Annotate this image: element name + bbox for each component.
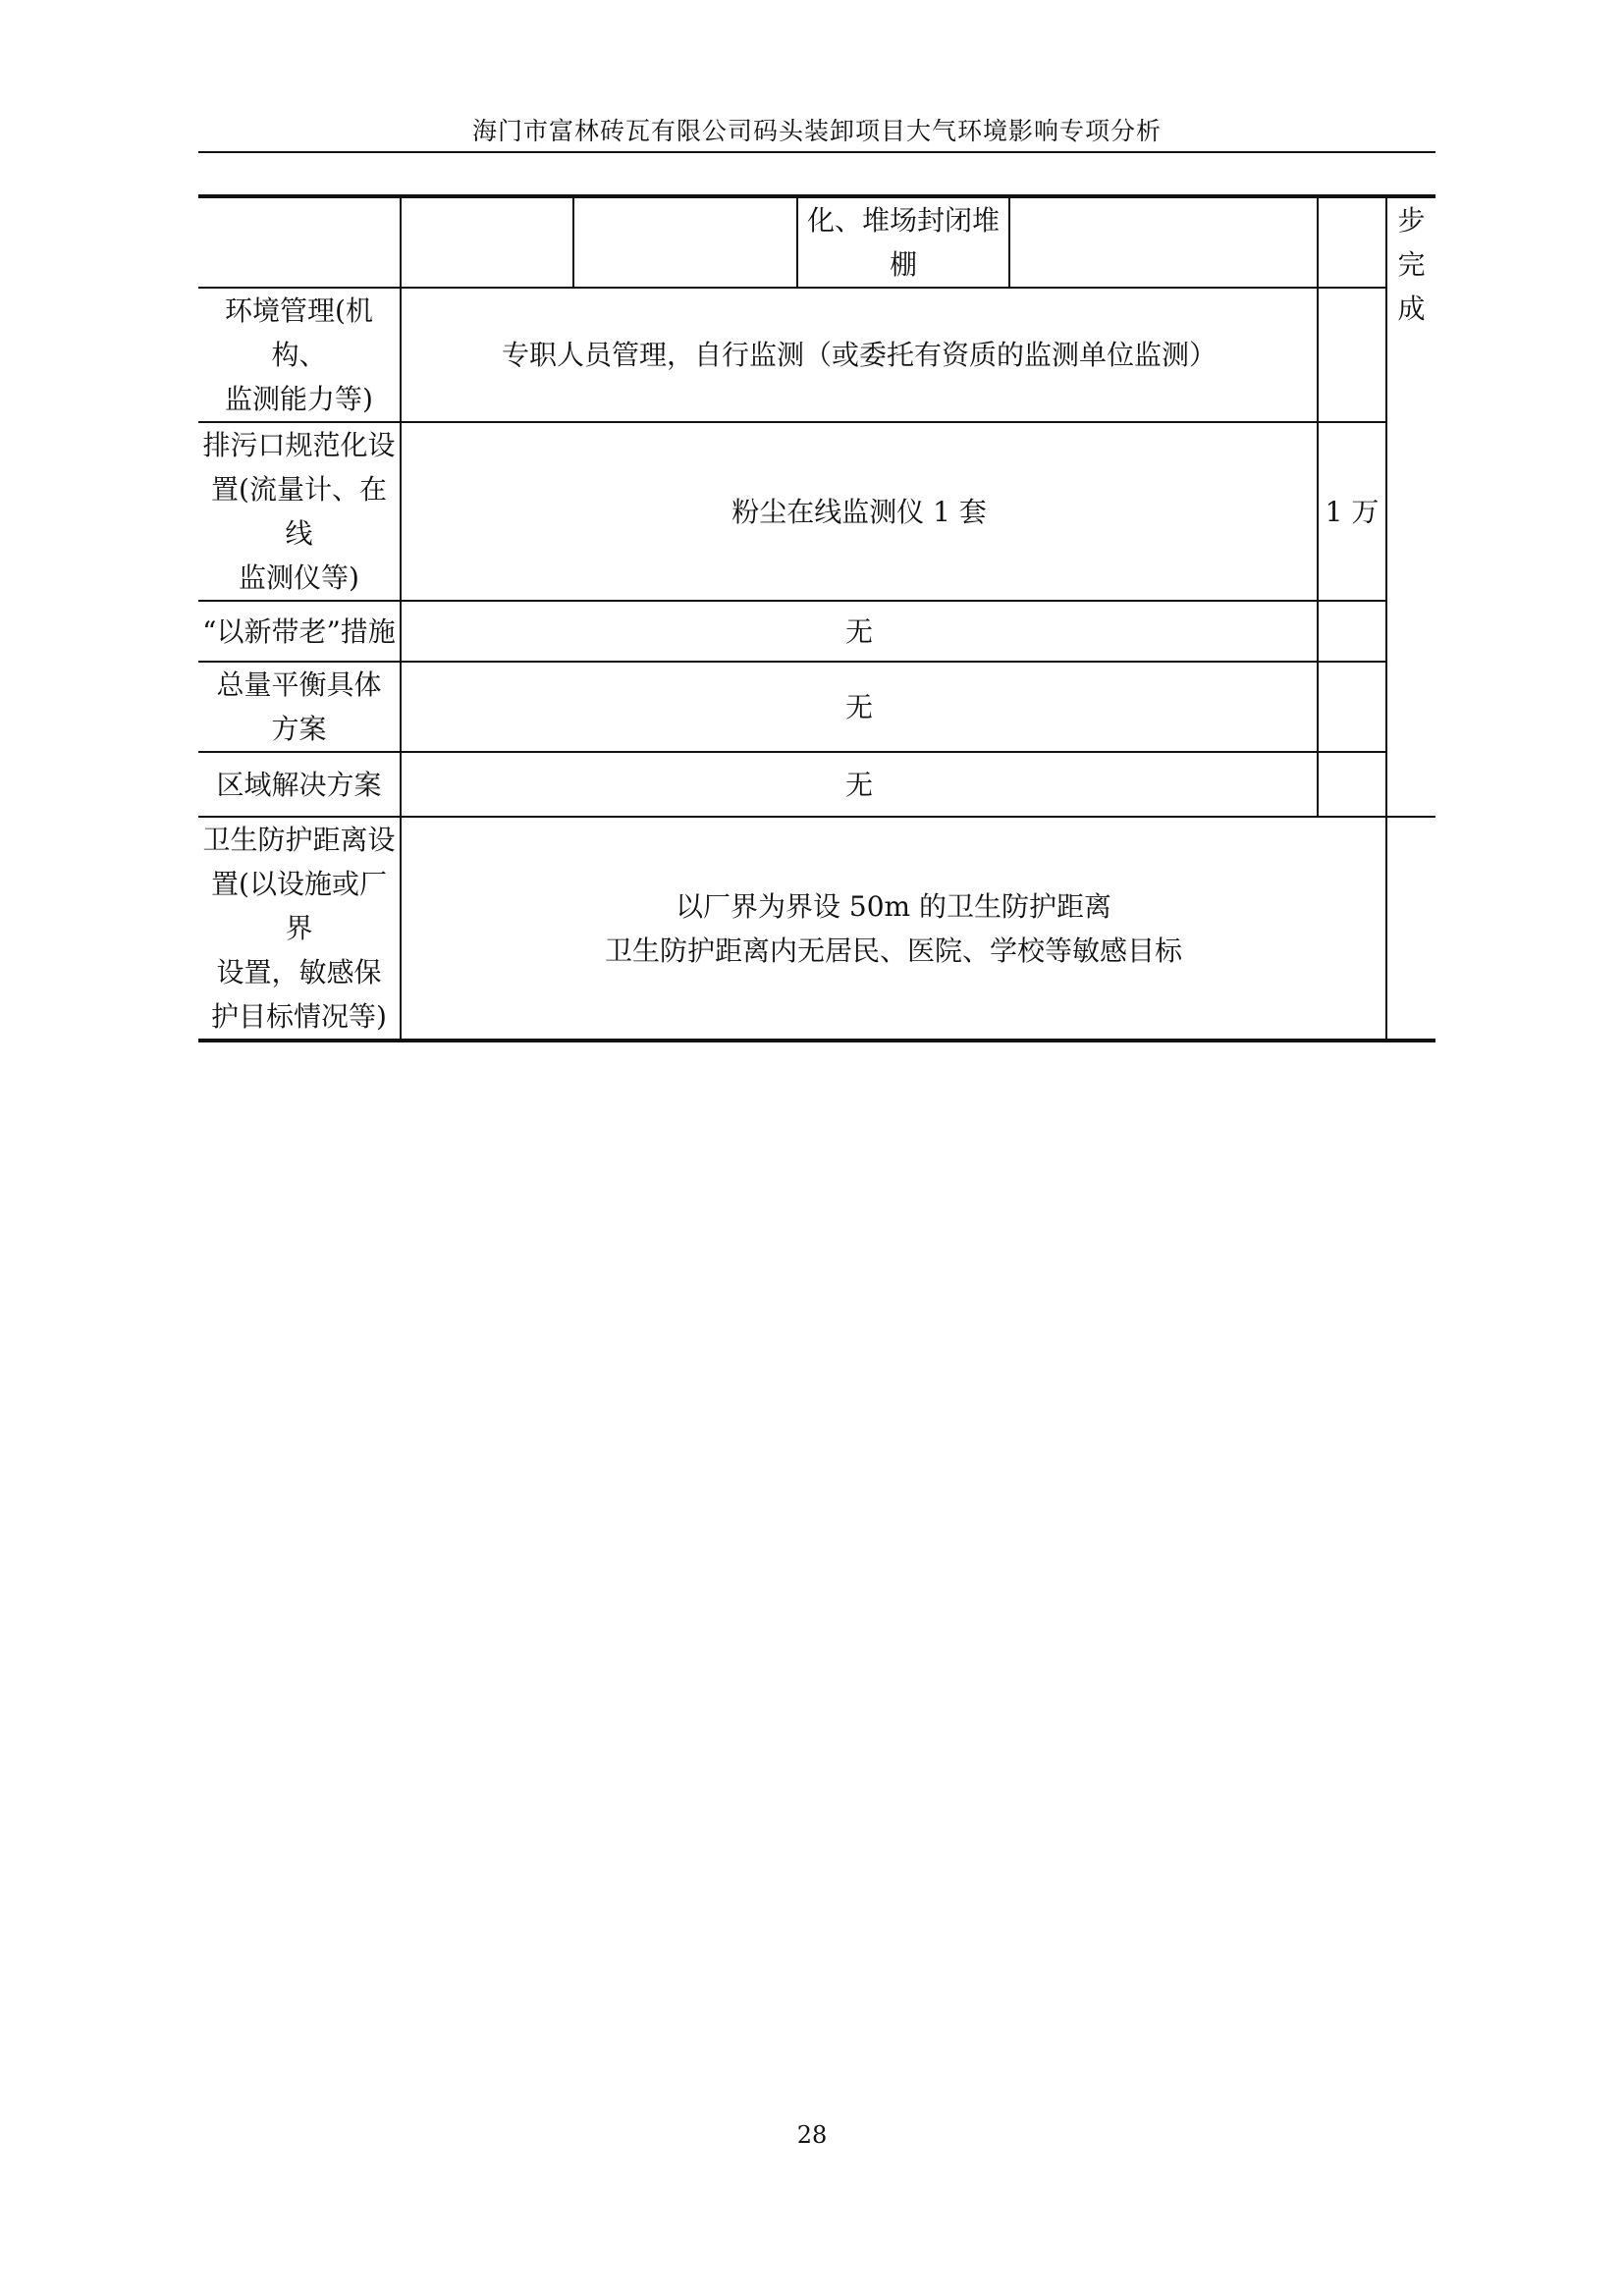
table-row-total-balance: [198, 662, 1435, 752]
row-label-line: 监测仪等): [239, 561, 359, 594]
table-row-regional-solution: [198, 752, 1435, 817]
investment-cell: [1318, 662, 1386, 752]
row-content-line: 专职人员管理，自行监测（或委托有资质的监测单位监测）: [501, 339, 1217, 371]
header-rule: [198, 151, 1435, 153]
row-content-line: 卫生防护距离内无居民、医院、学校等敏感目标: [604, 934, 1182, 967]
table-row-environmental-management: [198, 288, 1435, 422]
investment-cell: [1318, 752, 1386, 817]
row-content-line: 无: [844, 768, 873, 801]
investment-cell: [1318, 288, 1386, 422]
row-content-line: 无: [844, 690, 873, 723]
investment-cell: [1318, 601, 1386, 662]
row-label-line: 置(流量计、在线: [211, 473, 387, 550]
table-cell-empty: [401, 196, 573, 288]
row-label-line: 监测能力等): [225, 383, 373, 415]
table-cell-empty: [1386, 817, 1435, 1041]
row-content: [401, 601, 1318, 662]
completion-cell: [1386, 196, 1435, 817]
table-row-outlet-standardization: [198, 422, 1435, 601]
row-content: [401, 817, 1386, 1041]
environmental-measures-table: [198, 194, 1435, 1042]
row-content-line: 粉尘在线监测仪 1 套: [731, 495, 987, 528]
table-cell-empty: [1318, 196, 1386, 288]
row-label: [198, 752, 401, 817]
row-label: [198, 817, 401, 1041]
row-label: [198, 662, 401, 752]
row-content: [401, 422, 1318, 601]
completion-line: 步完: [1397, 204, 1426, 281]
investment-cell: 1 万: [1318, 422, 1386, 601]
row-label-line: 设置，敏感保: [216, 956, 382, 988]
row-label-line: “以新带老”措施: [202, 614, 396, 648]
table-cell-empty: [198, 196, 401, 288]
row-label-line: 护目标情况等): [211, 1000, 387, 1033]
table-row-health-protection: [198, 817, 1435, 1041]
row-content-line: 以厂界为界设 50m 的卫生防护距离: [676, 889, 1111, 923]
page-header-title: 海门市富林砖瓦有限公司码头装卸项目大气环境影响专项分析: [471, 117, 1162, 145]
row-content: [401, 662, 1318, 752]
table-row-new-with-old: [198, 601, 1435, 662]
row-label-line: 环境管理(机构、: [225, 294, 373, 371]
row-label: [198, 601, 401, 662]
row-label-line: 排污口规范化设: [202, 429, 396, 461]
row-content-line: 无: [844, 614, 873, 648]
row-label-line: 卫生防护距离设: [202, 824, 396, 856]
table-cell-empty: [1009, 196, 1318, 288]
table-cell-empty: [573, 196, 797, 288]
row-label-line: 总量平衡具体: [216, 668, 382, 701]
row-label: [198, 288, 401, 422]
completion-line: 成: [1397, 293, 1426, 325]
measure-line: 化、堆场封闭堆: [806, 204, 1000, 237]
row-label-line: 置(以设施或厂界: [211, 868, 387, 944]
page-number: 28: [796, 2121, 828, 2149]
row-label-line: 区域解决方案: [216, 768, 382, 801]
measure-cell: [797, 196, 1009, 288]
row-label-line: 方案: [271, 713, 327, 745]
row-content: [401, 288, 1318, 422]
table-row-continued: [198, 196, 1435, 288]
row-content: [401, 752, 1318, 817]
row-label: [198, 422, 401, 601]
measure-line: 棚: [889, 248, 917, 281]
